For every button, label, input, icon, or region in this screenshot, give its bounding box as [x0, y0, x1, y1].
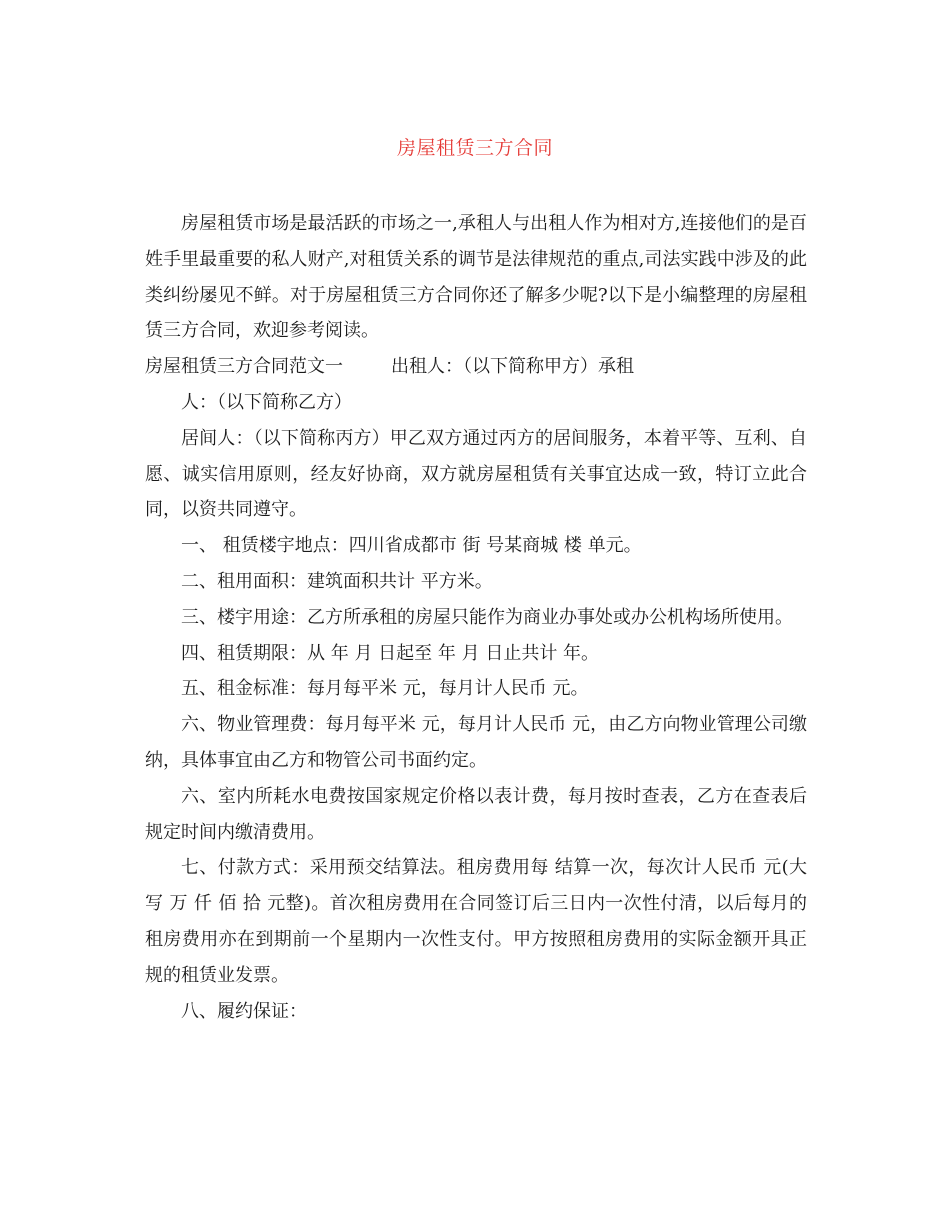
clause-2: 二、租用面积：建筑面积共计 平方米。 — [181, 570, 493, 592]
lessee-line: 人：（以下简称乙方） — [181, 391, 352, 413]
clause-8: 八、履约保证： — [181, 1000, 307, 1022]
clause-1: 一、 租赁楼宇地点：四川省成都市 街 号某商城 楼 单元。 — [181, 535, 642, 557]
document-body — [145, 206, 807, 1029]
broker-paragraph: 居间人：（以下简称丙方）甲乙双方通过丙方的居间服务，本着平等、互利、自愿、诚实信用原则，经友好协商，双方就房屋租赁有关事宜达成一致，特订立此合同，以资共同遵守。 — [145, 427, 807, 521]
clause-5: 五、租金标准：每月每平米 元，每月计人民币 元。 — [181, 678, 589, 700]
document-title: 房屋租赁三方合同 — [396, 137, 553, 159]
lessor-line: 出租人：（以下简称甲方）承租 — [391, 356, 634, 378]
clause-4: 四、租赁期限：从 年 月 日起至 年 月 日止共计 年。 — [181, 642, 600, 664]
intro-paragraph: 房屋租赁市场是最活跃的市场之一,承租人与出租人作为相对方,连接他们的是百姓手里最重要的私人财产,对租赁关系的调节是法律规范的重点,司法实践中涉及的此类纠纷屡见不鲜。对于房屋租赁三方合同你还了解多少呢?以下是小编整理的房屋租赁三方合同，欢迎参考阅读。 — [145, 213, 807, 342]
clause-3: 三、楼宇用途：乙方所承租的房屋只能作为商业办事处或办公机构场所使用。 — [181, 606, 793, 628]
sample-heading-line — [145, 349, 807, 385]
sample-heading: 房屋租赁三方合同范文一 — [145, 356, 343, 378]
clause-6b: 六、室内所耗水电费按国家规定价格以表计费，每月按时查表，乙方在查表后规定时间内缴清费用。 — [145, 785, 807, 843]
clause-6a: 六、物业管理费：每月每平米 元，每月计人民币 元，由乙方向物业管理公司缴纳，具体事宜由乙方和物管公司书面约定。 — [145, 714, 807, 771]
clause-7: 七、付款方式：采用预交结算法。租房费用每 结算一次，每次计人民币 元(大写 万 仟 佰 拾 元整)。首次租房费用在合同签订后三日内一次性付清，以后每月的租房费用亦在到期前一个星期内一次性支付。甲方按照租房费用的实际金额开具正规的租赁业发票。 — [145, 857, 807, 986]
